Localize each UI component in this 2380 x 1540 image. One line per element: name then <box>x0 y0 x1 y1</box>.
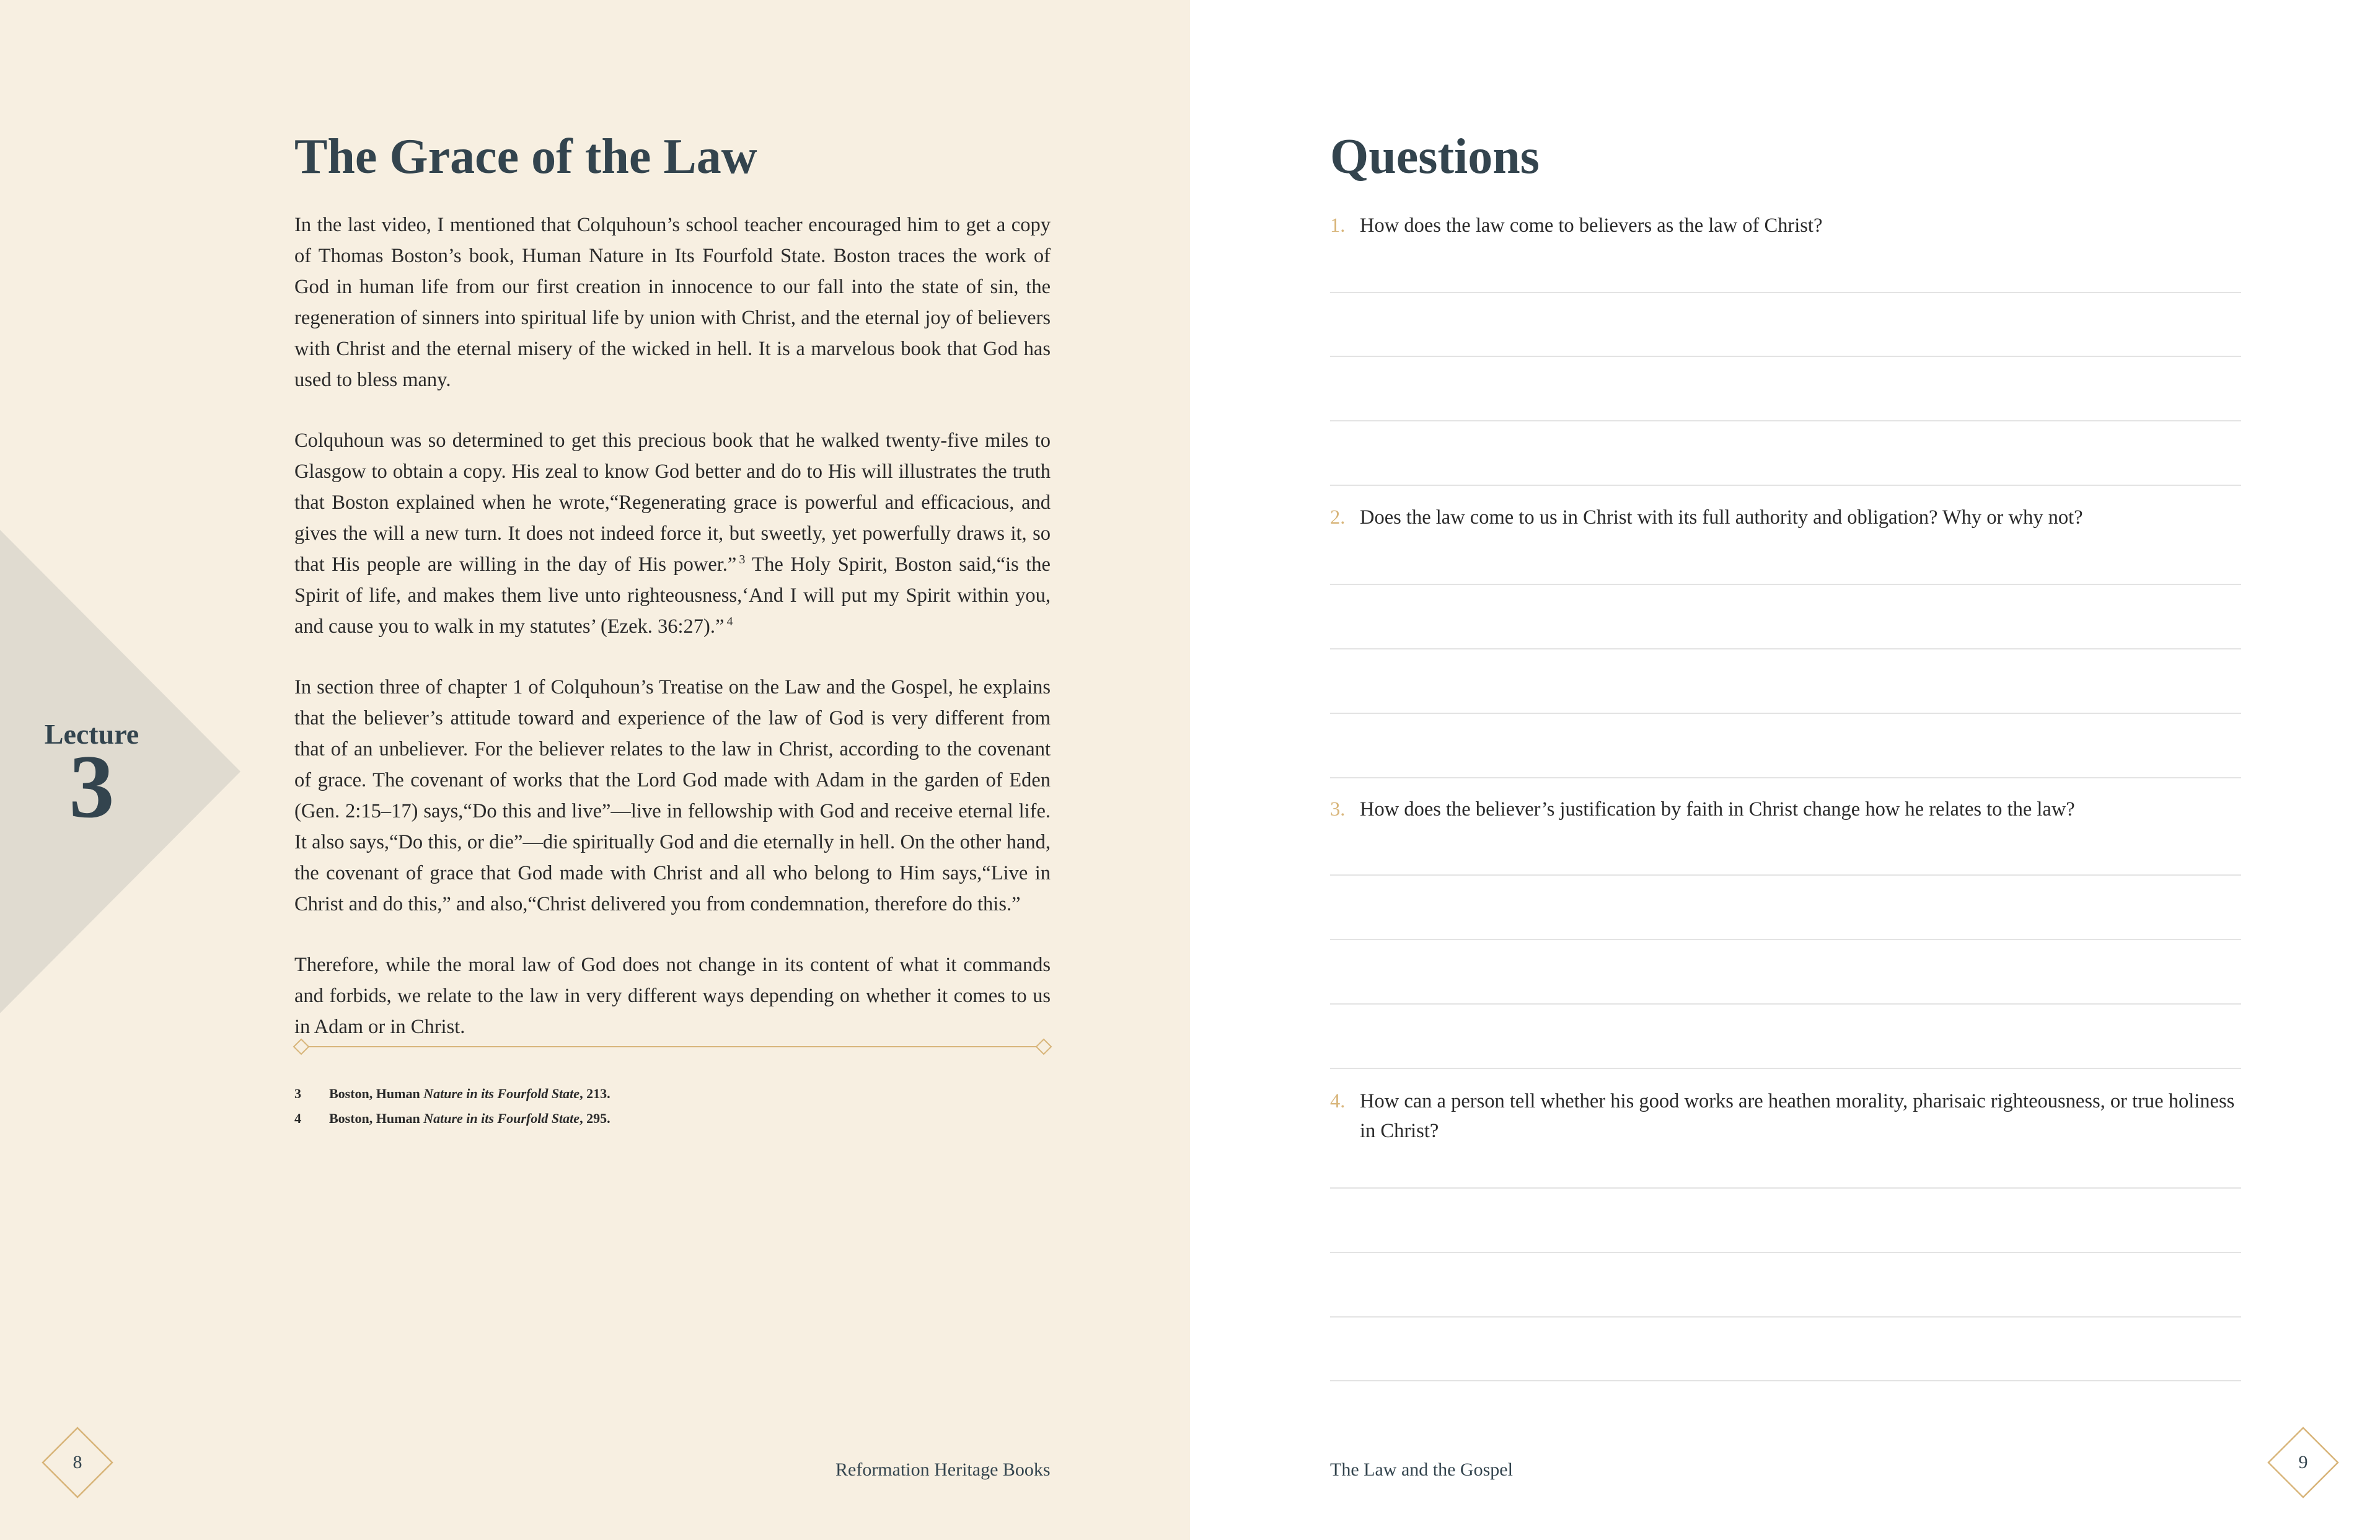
answer-line[interactable] <box>1330 1380 2241 1381</box>
question-item <box>1330 211 2241 240</box>
question-number: 2. <box>1330 506 1346 529</box>
footnote-ref: 4 <box>726 615 733 629</box>
answer-line[interactable] <box>1330 485 2241 486</box>
question-text: How does the law come to believers as the law of Christ? <box>1360 214 1823 237</box>
footnote-number: 4 <box>294 1111 301 1126</box>
paragraph: Therefore, while the moral law of God does not change in its content of what it commands and forbids, we relate to the law in very different ways depending on whether it comes to us in Adam or in Christ. <box>294 954 1051 1038</box>
question-text: How can a person tell whether his good works are heathen morality, pharisaic righteousness, or true holiness in Christ? <box>1360 1090 2235 1142</box>
question-item <box>1330 1086 2241 1146</box>
footnote-author: Boston, Human <box>329 1111 424 1126</box>
answer-line[interactable] <box>1330 1003 2241 1005</box>
question-number: 4. <box>1330 1090 1346 1112</box>
lecture-number: 3 <box>69 736 115 837</box>
questions-title: Questions <box>1330 130 1540 184</box>
footer-book-title: The Law and the Gospel <box>1330 1459 1513 1480</box>
footnote <box>294 1106 610 1131</box>
question-text: Does the law come to us in Christ with its full authority and obligation? Why or why not? <box>1360 506 2083 529</box>
page-number: 9 <box>2298 1452 2308 1472</box>
question-number: 3. <box>1330 798 1346 821</box>
question-item <box>1330 503 2241 532</box>
paragraph <box>294 425 1051 642</box>
question-text: How does the believer’s justification by faith in Christ change how he relates to the law? <box>1360 798 2075 821</box>
right-page <box>1190 0 2380 1540</box>
page-title: The Grace of the Law <box>294 130 757 184</box>
answer-line[interactable] <box>1330 292 2241 293</box>
footnote-ref: 3 <box>739 553 746 567</box>
answer-line[interactable] <box>1330 1316 2241 1318</box>
footnote-page: , 295. <box>580 1111 610 1126</box>
page-number-badge <box>40 1425 115 1500</box>
answer-line[interactable] <box>1330 420 2241 421</box>
paragraph: In section three of chapter 1 of Colquhoun’s Treatise on the Law and the Gospel, he explains that the believer’s attitude toward and experience of the law of God is very different from that of an unbeliever. For the believer relates to the law in Christ, according to the covenant of grace. The covenant of works that the Lord God made with Adam in the garden of Eden (Gen. 2:15–17) says,“Do this and live”—live in fellowship with God and receive eternal life. It also says,“Do this, or die”—die spiritually God and die eternally in hell. On the other hand, the covenant of grace that God made with Christ and all who belong to Him says,“Live in Christ and do this,” and also,“Christ delivered you from condemnation, therefore do this.” <box>294 676 1051 915</box>
answer-line[interactable] <box>1330 584 2241 585</box>
answer-line[interactable] <box>1330 1068 2241 1069</box>
answer-line[interactable] <box>1330 356 2241 357</box>
footer-publisher: Reformation Heritage Books <box>835 1459 1051 1480</box>
answer-line[interactable] <box>1330 1187 2241 1189</box>
answer-line[interactable] <box>1330 777 2241 778</box>
question-item <box>1330 794 2241 824</box>
footnote-title: Nature in its Fourfold State <box>423 1086 580 1101</box>
ornamental-divider <box>293 1036 1052 1057</box>
footnotes <box>294 1081 610 1131</box>
footnote <box>294 1081 610 1106</box>
question-number: 1. <box>1330 214 1346 237</box>
body-text <box>294 209 1051 1072</box>
page-number: 8 <box>73 1452 82 1472</box>
footnote-author: Boston, Human <box>329 1086 424 1101</box>
paragraph-text: The Holy Spirit, Boston said,“is the Spirit of life, and makes them live unto righteousness,‘And I will put my Spirit within you, and cause you to walk in my statutes’ (Ezek. 36:27).” <box>294 553 1051 638</box>
footnote-page: , 213. <box>580 1086 610 1101</box>
footnote-title: Nature in its Fourfold State <box>423 1111 580 1126</box>
footnote-number: 3 <box>294 1086 301 1101</box>
answer-line[interactable] <box>1330 874 2241 876</box>
answer-line[interactable] <box>1330 1252 2241 1253</box>
paragraph-text: Colquhoun was so determined to get this precious book that he walked twenty-five miles to Glasgow to obtain a copy. His zeal to know God better and do to His will illustrates the truth that Boston explained when he wrote,“Regenerating grace is powerful and efficacious, and gives the will a new turn. It does not indeed force it, but sweetly, yet powerfully draws it, so that His people are willing in the day of His power.” <box>294 429 1051 576</box>
answer-line[interactable] <box>1330 648 2241 649</box>
answer-line[interactable] <box>1330 713 2241 714</box>
answer-line[interactable] <box>1330 939 2241 940</box>
page-number-badge <box>2266 1425 2340 1500</box>
lecture-label: Lecture <box>44 718 139 750</box>
paragraph: In the last video, I mentioned that Colquhoun’s school teacher encouraged him to get a copy of Thomas Boston’s book, Human Nature in Its Fourfold State. Boston traces the work of God in human life from our first creation in innocence to our fall into the state of sin, the regeneration of sinners into spiritual life by union with Christ, and the eternal joy of believers with Christ and the eternal misery of the wicked in hell. It is a marvelous book that God has used to bless many. <box>294 214 1051 391</box>
